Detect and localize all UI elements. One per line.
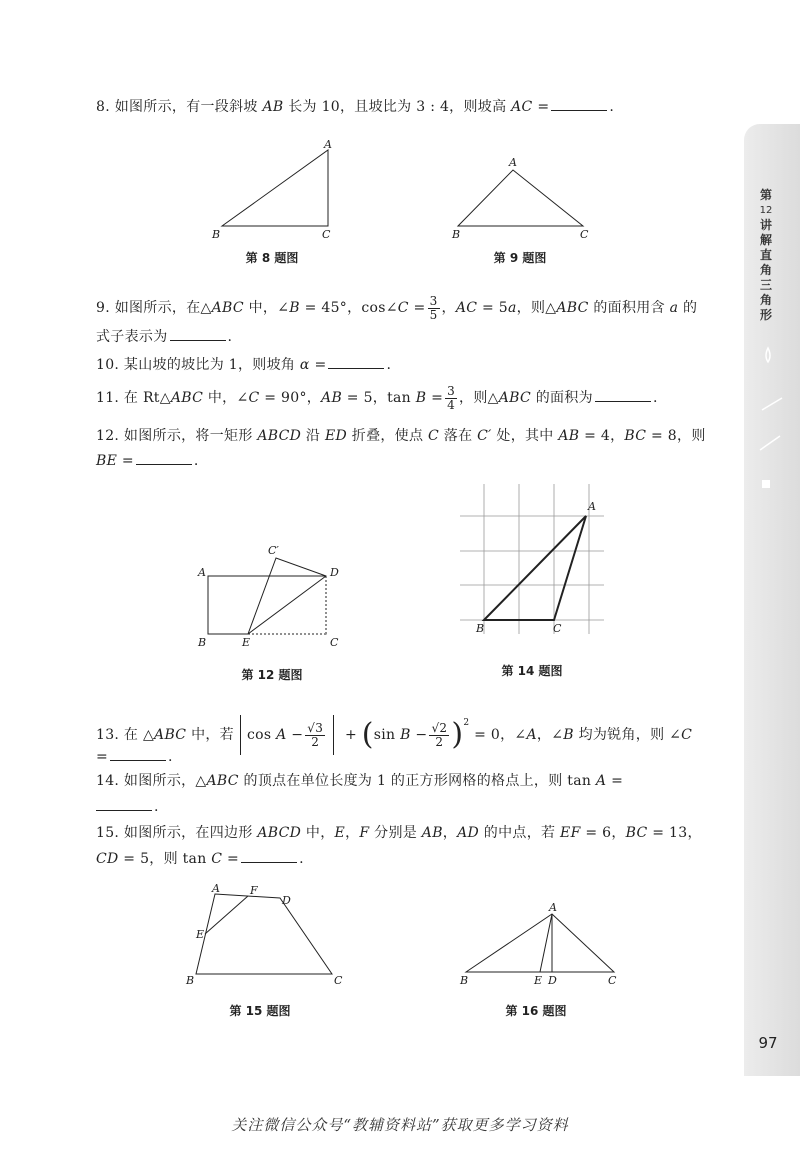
figure-12-label-d: D [330, 566, 339, 579]
fraction [429, 722, 449, 749]
problem-11 [96, 378, 708, 418]
problem-11-text: = 5，tan [342, 390, 416, 406]
problem-11-text: 的面积为 [531, 390, 593, 406]
problem-15-text: ， [442, 825, 458, 841]
problem-8 [96, 96, 708, 118]
title-char: 解 [759, 233, 772, 247]
page-number: 97 [758, 1034, 778, 1052]
right-paren: ) [451, 717, 464, 752]
figure-9-label-a: A [509, 156, 517, 169]
figure-15 [184, 884, 344, 988]
sidebar-decoration-icon [752, 340, 792, 500]
footer-note: 关注微信公众号“教辅资料站”获取更多学习资料 [231, 1116, 569, 1134]
problem-12-var: BE [96, 453, 118, 469]
problem-9-text: ， [441, 300, 456, 316]
chapter-char: 第 [759, 188, 772, 202]
problem-13-text: 13. 在 △ [96, 727, 155, 743]
figure-15-segment-ef [205, 896, 248, 934]
title-char: 形 [759, 308, 772, 322]
figure-8-triangle [222, 150, 328, 226]
chapter-number: 12 [759, 205, 773, 216]
problem-14 [96, 768, 708, 820]
problem-11-var: AB [321, 390, 343, 406]
figure-12-label-b: B [198, 636, 207, 649]
figure-15-label-b: B [186, 974, 195, 987]
figure-9-triangle [458, 170, 583, 226]
problem-14-text: . [154, 799, 159, 815]
problem-12-var: ED [324, 428, 348, 444]
problem-13-text: . [168, 749, 173, 765]
fraction [428, 295, 440, 322]
problem-9-text: ，则△ [516, 300, 557, 316]
figure-14-label-c: C [553, 622, 562, 635]
problem-14-var: A [595, 773, 607, 789]
problem-15-text: 分别是 [369, 825, 422, 841]
problem-12-text: = 4， [579, 428, 625, 444]
figure-15-label-e: E [196, 928, 205, 941]
figure-12-caption: 第 12 题图 [241, 668, 303, 682]
problem-9-text: = 5 [477, 300, 509, 316]
fraction-denominator: 2 [435, 734, 444, 749]
decor-drop [766, 348, 770, 362]
fraction-numerator: √2 [431, 720, 448, 735]
figure-14-triangle [484, 516, 586, 620]
problem-11-text: ，则△ [459, 390, 499, 406]
figure-15-label-a: A [212, 882, 220, 895]
fraction-numerator: 3 [447, 383, 456, 398]
figure-16-median-ae [540, 914, 552, 972]
problem-9-text: = [408, 300, 426, 316]
problem-9-text: 中，∠ [243, 300, 290, 316]
problem-15-var: AD [457, 825, 480, 841]
problem-15 [96, 820, 708, 872]
problem-15-text: = 5，则 tan [118, 851, 212, 867]
figure-12-label-e: E [242, 636, 251, 649]
problem-14-var: ABC [206, 773, 239, 789]
problem-9-var: C [397, 300, 409, 316]
problem-13-var: ABC [154, 727, 187, 743]
figure-12-label-cprime: C′ [268, 544, 279, 557]
problem-15-var: CD [96, 851, 119, 867]
problem-10-var: α [299, 357, 310, 373]
problem-12-text: 沿 [301, 428, 325, 444]
problem-13-var: A [276, 727, 287, 743]
fraction [445, 385, 457, 412]
problem-11-var: B [415, 390, 427, 406]
figure-16-label-b: B [460, 974, 469, 987]
problem-12-text: = [117, 453, 134, 469]
figure-8 [210, 140, 340, 240]
problem-13-text: − [286, 727, 304, 743]
problem-9-text: = 45°，cos∠ [299, 300, 398, 316]
problem-11-var: ABC [498, 390, 531, 406]
problem-13-text: sin [373, 727, 401, 743]
decor-stroke [760, 436, 780, 450]
problem-13-text: + [340, 727, 362, 743]
problem-13-text: cos [246, 727, 277, 743]
problem-11-text: . [652, 390, 658, 406]
problem-9-text: 的 [678, 300, 698, 316]
title-char: 三 [759, 278, 772, 292]
problem-12-var: C [428, 428, 440, 444]
problem-15-text: ， [345, 825, 360, 841]
fraction [305, 722, 325, 749]
problem-13-var: C [681, 727, 693, 743]
problem-12-text: 折叠，使点 [347, 428, 429, 444]
left-paren: ( [361, 717, 374, 752]
problem-15-var: BC [625, 825, 648, 841]
figure-12-rectangle [208, 576, 326, 634]
problem-12 [96, 424, 708, 474]
figure-14 [456, 484, 606, 654]
problem-12-var: AB [558, 428, 580, 444]
problem-15-var: ABCD [257, 825, 302, 841]
problem-9-var: a [669, 300, 679, 316]
problem-15-text: 的中点，若 [479, 825, 561, 841]
answer-blank[interactable] [136, 450, 192, 465]
problem-13-text: = [96, 749, 109, 765]
problem-13-text: ，∠ [536, 727, 564, 743]
figure-9 [448, 156, 598, 240]
problem-14-text: = [606, 773, 624, 789]
answer-blank[interactable] [170, 326, 226, 341]
fraction-numerator: √3 [307, 720, 324, 735]
problem-11-text: 11. 在 Rt△ [96, 390, 171, 406]
problem-13-var: A [526, 727, 537, 743]
figure-14-label-a: A [588, 500, 596, 513]
figure-15-label-d: D [282, 894, 291, 907]
problem-11-var: C [248, 390, 260, 406]
title-char: 角 [759, 263, 772, 277]
figure-14-label-b: B [476, 622, 485, 635]
fraction-denominator: 5 [429, 307, 438, 322]
fraction-numerator: 3 [429, 293, 438, 308]
figure-16-triangle [466, 914, 614, 972]
problem-15-var: E [334, 825, 346, 841]
problem-12-text: . [193, 453, 199, 469]
problem-15-text: 中， [301, 825, 335, 841]
chapter-side-title [756, 188, 776, 323]
problem-11-text: = [426, 390, 444, 406]
figure-9-label-b: B [452, 228, 461, 241]
problem-11-var: ABC [170, 390, 204, 406]
figure-15-quadrilateral [196, 894, 332, 974]
exponent: 2 [463, 718, 470, 728]
problem-15-text: = 13， [647, 825, 702, 841]
problem-9-text: . [227, 329, 233, 345]
problem-13-line2 [96, 746, 708, 768]
problem-9-text: 的面积用含 [588, 300, 670, 316]
problem-15-text: = [222, 851, 240, 867]
problem-12-text: 落在 [439, 428, 478, 444]
problem-12-var: BC [624, 428, 647, 444]
problem-15-var: F [359, 825, 370, 841]
problem-11-text: 中，∠ [203, 390, 249, 406]
problem-15-var: EF [560, 825, 581, 841]
figure-8-label-a: A [324, 138, 332, 151]
lecture-char: 讲 [759, 218, 772, 232]
answer-blank[interactable] [328, 354, 384, 369]
problem-15-text: = 6， [580, 825, 626, 841]
problem-10-text: = [309, 357, 327, 373]
figure-16-label-d: D [548, 974, 557, 987]
answer-blank[interactable] [96, 796, 152, 811]
figure-14-caption: 第 14 题图 [501, 664, 563, 678]
problem-9 [96, 286, 708, 330]
figure-12-label-a: A [198, 566, 206, 579]
figure-8-label-c: C [322, 228, 331, 241]
problem-9-var: B [289, 300, 300, 316]
problem-13-text: = 0，∠ [469, 727, 527, 743]
figure-16-label-a: A [549, 901, 557, 914]
figure-12-fold-ed [248, 576, 326, 634]
figure-15-caption: 第 15 题图 [229, 1004, 291, 1018]
problem-9-var: AC [455, 300, 478, 316]
problem-8-var: AB [262, 99, 284, 115]
problem-14-text: 的顶点在单位长度为 1 的正方形网格的格点上，则 tan [238, 773, 596, 789]
figure-12 [196, 544, 346, 654]
answer-blank[interactable] [551, 96, 607, 111]
problem-11-text: = 90°， [259, 390, 322, 406]
fraction-denominator: 2 [311, 734, 320, 749]
problem-15-text: 15. 如图所示，在四边形 [96, 825, 258, 841]
figure-14-grid [460, 484, 604, 634]
problem-12-var: ABCD [257, 428, 302, 444]
answer-blank[interactable] [241, 848, 297, 863]
figure-12-label-c: C [330, 636, 339, 649]
problem-10-text: . [386, 357, 392, 373]
problem-13-var: B [400, 727, 411, 743]
problem-8-text: . [609, 99, 615, 115]
figure-8-label-b: B [212, 228, 221, 241]
problem-8-text: = [532, 99, 550, 115]
fraction-denominator: 4 [447, 397, 456, 412]
answer-blank[interactable] [595, 387, 651, 402]
problem-12-text: 12. 如图所示，将一矩形 [96, 428, 258, 444]
decor-stroke [762, 398, 782, 410]
figure-8-caption: 第 8 题图 [245, 251, 299, 265]
title-char: 直 [759, 248, 772, 262]
problem-15-var: C [211, 851, 223, 867]
problem-9-text: 9. 如图所示，在△ [96, 300, 212, 316]
figure-9-caption: 第 9 题图 [493, 251, 547, 265]
problem-10-text: 10. 某山坡的坡比为 1，则坡角 [96, 357, 300, 373]
problem-15-var: AB [421, 825, 443, 841]
problem-8-var: AC [511, 99, 533, 115]
problem-9-text: 式子表示为 [96, 329, 168, 345]
decor-block [762, 480, 770, 488]
figure-15-label-f: F [250, 884, 258, 897]
problem-13-var: B [563, 727, 574, 743]
problem-9-var: ABC [556, 300, 589, 316]
problem-15-text: . [299, 851, 304, 867]
problem-14-text: 14. 如图所示，△ [96, 773, 207, 789]
figure-15-label-c: C [334, 974, 343, 987]
figure-12-folded-triangle [248, 558, 326, 634]
problem-12-var: C′ [477, 428, 492, 444]
problem-13-text: 中，若 [186, 727, 234, 743]
problem-12-text: 处，其中 [491, 428, 559, 444]
figure-16-caption: 第 16 题图 [505, 1004, 567, 1018]
problem-9-var: ABC [211, 300, 244, 316]
problem-13-text: 均为锐角，则 ∠ [573, 727, 682, 743]
figure-16-label-e: E [534, 974, 543, 987]
answer-blank[interactable] [110, 746, 166, 761]
problem-12-text: = 8，则 [646, 428, 706, 444]
problem-8-text: 长为 10，且坡比为 3 : 4，则坡高 [283, 99, 512, 115]
problem-9-line2 [96, 326, 708, 348]
problem-10 [96, 354, 708, 376]
problem-9-var: a [508, 300, 517, 316]
title-char: 角 [759, 293, 772, 307]
figure-9-label-c: C [580, 228, 589, 241]
problem-8-text: 8. 如图所示，有一段斜坡 [96, 99, 263, 115]
figure-16-label-c: C [608, 974, 617, 987]
problem-13-text: − [410, 727, 428, 743]
figure-16 [458, 900, 628, 990]
